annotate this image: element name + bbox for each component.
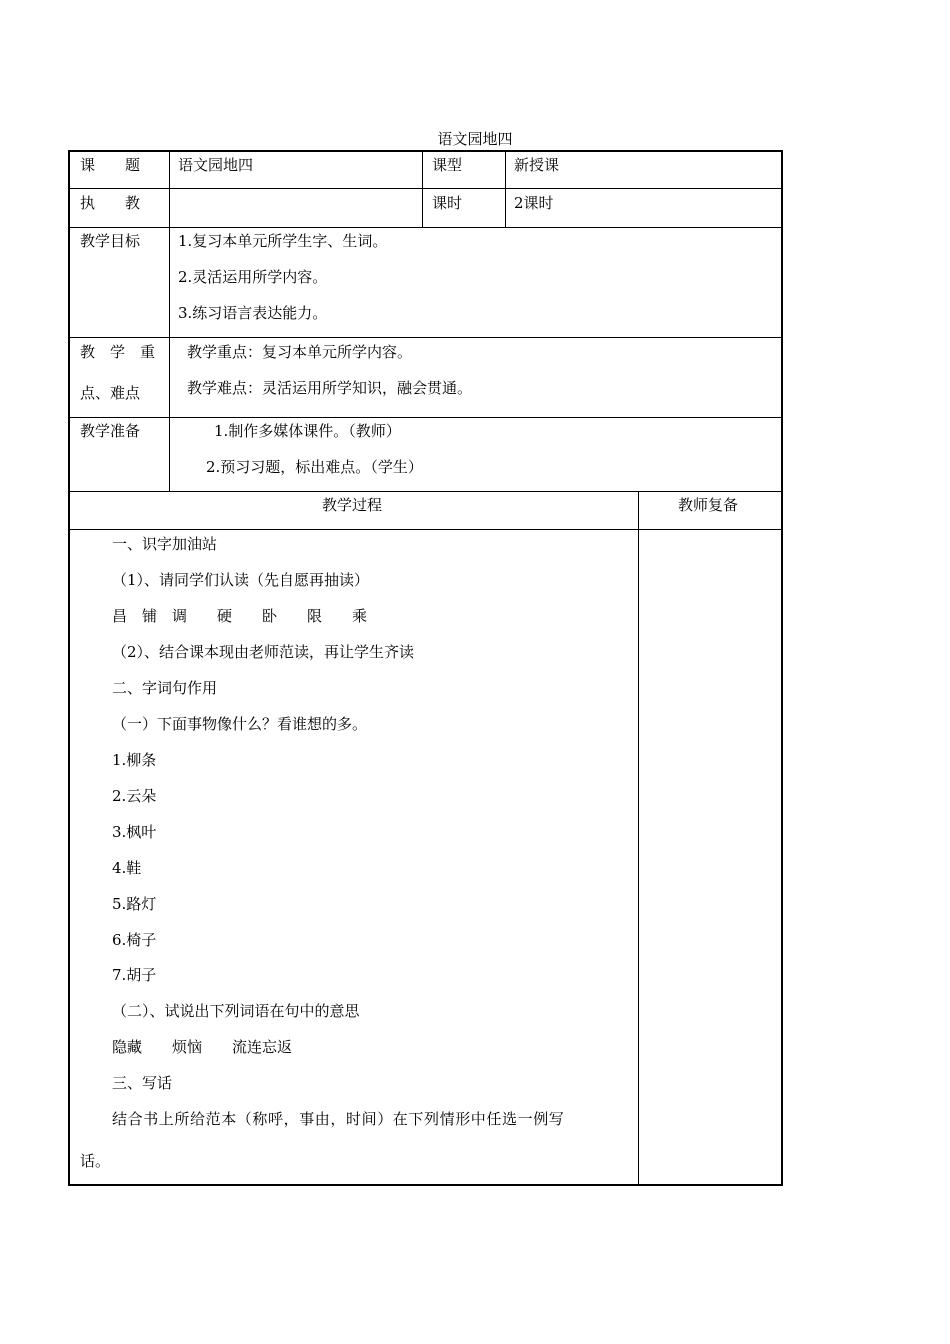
goal-item: 3.练习语言表达能力。 bbox=[178, 304, 328, 322]
topic-value: 语文园地四 bbox=[178, 156, 254, 174]
topic-label: 课 题 bbox=[80, 156, 141, 174]
lesson-plan-table bbox=[68, 150, 783, 1186]
column-divider bbox=[422, 151, 423, 227]
process-line: 话。 bbox=[80, 1152, 111, 1170]
process-line: 1.柳条 bbox=[112, 751, 157, 769]
process-line: 3.枫叶 bbox=[112, 823, 157, 841]
process-line: （一）下面事物像什么？看谁想的多。 bbox=[112, 715, 368, 733]
process-line: 一、识字加油站 bbox=[112, 535, 218, 553]
row-divider bbox=[68, 337, 783, 338]
process-line: 二、字词句作用 bbox=[112, 679, 218, 697]
teaching-difficulty: 教学难点：灵活运用所学知识，融会贯通。 bbox=[187, 379, 473, 397]
preparation-item: 2.预习习题，标出难点。（学生） bbox=[206, 458, 423, 476]
teaching-focus: 教学重点：复习本单元所学内容。 bbox=[187, 343, 413, 361]
preparation-item: 1.制作多媒体课件。（教师） bbox=[214, 422, 401, 440]
type-value: 新授课 bbox=[514, 156, 560, 174]
goals-label: 教学目标 bbox=[80, 232, 141, 250]
row-divider bbox=[68, 188, 783, 189]
process-line: 6.椅子 bbox=[112, 931, 157, 949]
process-line: 5.路灯 bbox=[112, 895, 157, 913]
process-line: 7.胡子 bbox=[112, 966, 157, 984]
goal-item: 2.灵活运用所学内容。 bbox=[178, 268, 328, 286]
column-divider bbox=[169, 151, 170, 491]
process-line: （1）、请同学们认读（先自愿再抽读） bbox=[112, 571, 370, 589]
hours-value: 2课时 bbox=[514, 194, 554, 212]
notes-header: 教师复备 bbox=[678, 496, 739, 514]
process-line: 结合书上所给范本（称呼，事由，时间）在下列情形中任选一例写 bbox=[112, 1110, 565, 1128]
row-divider bbox=[68, 529, 783, 530]
document-title: 语文园地四 bbox=[437, 130, 513, 148]
process-line: 隐藏 烦恼 流连忘返 bbox=[112, 1038, 293, 1056]
keypoints-label: 点、难点 bbox=[80, 384, 141, 402]
process-line: 4.鞋 bbox=[112, 859, 142, 877]
keypoints-label: 教 学 重 bbox=[80, 343, 156, 361]
row-divider bbox=[68, 227, 783, 228]
row-divider bbox=[68, 417, 783, 418]
type-label: 课型 bbox=[432, 156, 463, 174]
hours-label: 课时 bbox=[432, 194, 463, 212]
teacher-label: 执 教 bbox=[80, 194, 141, 212]
process-line: （二）、试说出下列词语在句中的意思 bbox=[112, 1002, 360, 1020]
process-line: 2.云朵 bbox=[112, 787, 157, 805]
process-line: 昌 铺 调 硬 卧 限 乘 bbox=[112, 607, 368, 625]
row-divider bbox=[68, 491, 783, 492]
goal-item: 1.复习本单元所学生字、生词。 bbox=[178, 232, 388, 250]
process-line: 三、写话 bbox=[112, 1074, 173, 1092]
process-header: 教学过程 bbox=[322, 496, 383, 514]
column-divider bbox=[505, 151, 506, 227]
process-line: （2）、结合课本现由老师范读，再让学生齐读 bbox=[112, 643, 415, 661]
column-divider bbox=[638, 491, 639, 1185]
preparation-label: 教学准备 bbox=[80, 422, 141, 440]
